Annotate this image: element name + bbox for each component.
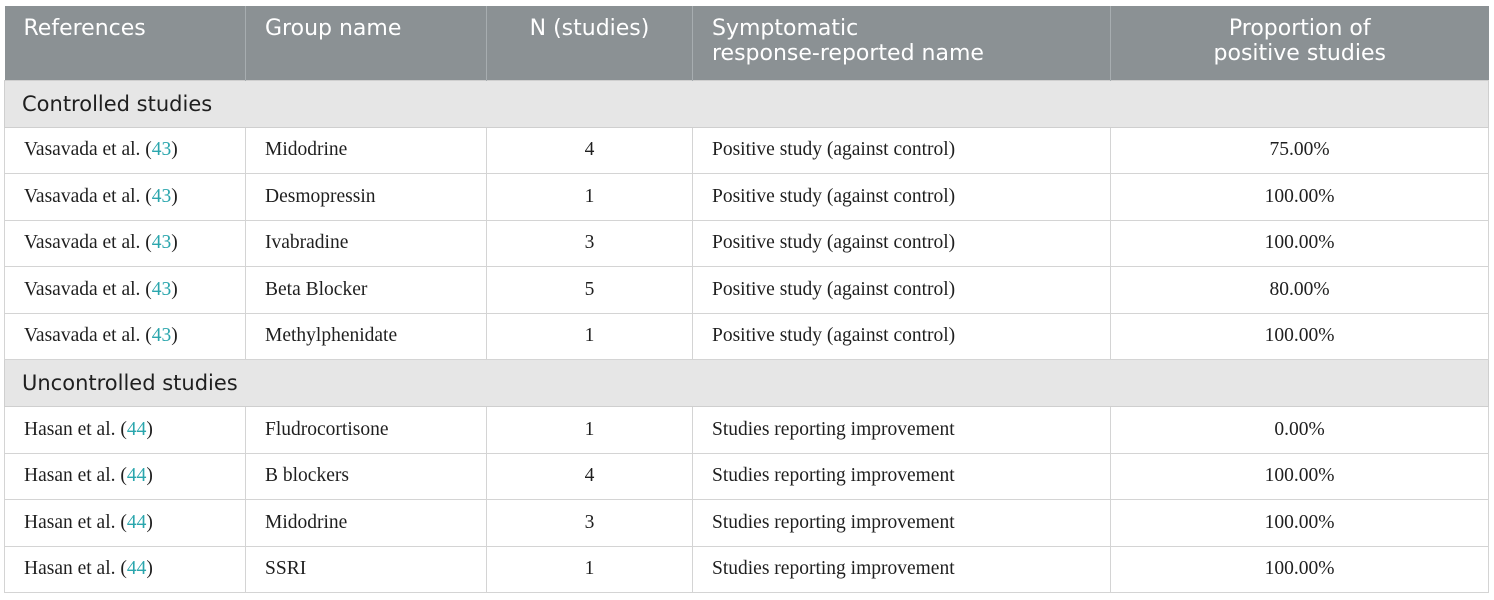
header-proportion-line1: Proportion of [1228, 16, 1371, 41]
group-cell: Beta Blocker [246, 267, 487, 314]
group-cell: Midodrine [246, 127, 487, 174]
reference-cell [5, 500, 246, 547]
response-cell: Positive study (against control) [693, 127, 1111, 174]
n-cell: 4 [487, 453, 693, 500]
n-cell: 1 [487, 546, 693, 593]
n-cell: 1 [487, 407, 693, 454]
proportion-cell: 100.00% [1111, 546, 1489, 593]
reference-close: ) [171, 139, 178, 161]
header-proportion [1111, 6, 1489, 80]
reference-cell [5, 267, 246, 314]
citation-link[interactable]: 43 [151, 325, 172, 347]
table-row [5, 500, 1489, 547]
reference-author: Vasavada et al. ( [24, 232, 152, 254]
section-row [5, 360, 1489, 407]
section-title: Controlled studies [5, 80, 1489, 127]
reference-cell [5, 407, 246, 454]
citation-link[interactable]: 44 [126, 511, 147, 533]
table-row [5, 220, 1489, 267]
response-cell: Studies reporting improvement [693, 500, 1111, 547]
citation-link[interactable]: 43 [151, 185, 172, 207]
n-cell: 5 [487, 267, 693, 314]
reference-author: Vasavada et al. ( [24, 278, 152, 300]
header-response-line1: Symptomatic [712, 16, 859, 41]
citation-link[interactable]: 44 [126, 418, 147, 440]
proportion-cell: 75.00% [1111, 127, 1489, 174]
header-response-line2: response-reported name [712, 41, 984, 66]
response-cell: Positive study (against control) [693, 220, 1111, 267]
table-row [5, 407, 1489, 454]
header-row [5, 6, 1489, 80]
reference-close: ) [146, 465, 153, 487]
group-cell: Midodrine [246, 500, 487, 547]
section-row [5, 80, 1489, 127]
citation-link[interactable]: 44 [126, 558, 147, 580]
reference-author: Hasan et al. ( [24, 558, 127, 580]
proportion-cell: 80.00% [1111, 267, 1489, 314]
reference-author: Hasan et al. ( [24, 465, 127, 487]
table-row [5, 127, 1489, 174]
reference-cell [5, 313, 246, 360]
reference-close: ) [171, 325, 178, 347]
response-cell: Studies reporting improvement [693, 453, 1111, 500]
n-cell: 3 [487, 220, 693, 267]
proportion-cell: 100.00% [1111, 453, 1489, 500]
reference-cell [5, 546, 246, 593]
response-cell: Studies reporting improvement [693, 407, 1111, 454]
n-cell: 4 [487, 127, 693, 174]
table-row [5, 453, 1489, 500]
reference-close: ) [146, 511, 153, 533]
reference-author: Vasavada et al. ( [24, 139, 152, 161]
reference-close: ) [146, 558, 153, 580]
response-cell: Studies reporting improvement [693, 546, 1111, 593]
header-references: References [5, 6, 246, 80]
citation-link[interactable]: 43 [151, 139, 172, 161]
reference-cell [5, 174, 246, 221]
reference-author: Vasavada et al. ( [24, 185, 152, 207]
table-row [5, 313, 1489, 360]
header-response-name [693, 6, 1111, 80]
proportion-cell: 100.00% [1111, 500, 1489, 547]
group-cell: Fludrocortisone [246, 407, 487, 454]
header-proportion-line2: positive studies [1213, 41, 1386, 66]
response-cell: Positive study (against control) [693, 313, 1111, 360]
citation-link[interactable]: 44 [126, 465, 147, 487]
reference-author: Hasan et al. ( [24, 418, 127, 440]
reference-author: Vasavada et al. ( [24, 325, 152, 347]
response-cell: Positive study (against control) [693, 267, 1111, 314]
table-row [5, 546, 1489, 593]
citation-link[interactable]: 43 [151, 232, 172, 254]
group-cell: SSRI [246, 546, 487, 593]
group-cell: Desmopressin [246, 174, 487, 221]
reference-close: ) [146, 418, 153, 440]
header-n-studies: N (studies) [487, 6, 693, 80]
table-row [5, 267, 1489, 314]
n-cell: 1 [487, 313, 693, 360]
header-group-name: Group name [246, 6, 487, 80]
studies-table [4, 6, 1489, 593]
proportion-cell: 100.00% [1111, 313, 1489, 360]
reference-close: ) [171, 232, 178, 254]
response-cell: Positive study (against control) [693, 174, 1111, 221]
table-row [5, 174, 1489, 221]
group-cell: Ivabradine [246, 220, 487, 267]
proportion-cell: 100.00% [1111, 220, 1489, 267]
n-cell: 3 [487, 500, 693, 547]
group-cell: B blockers [246, 453, 487, 500]
n-cell: 1 [487, 174, 693, 221]
proportion-cell: 100.00% [1111, 174, 1489, 221]
section-title: Uncontrolled studies [5, 360, 1489, 407]
citation-link[interactable]: 43 [151, 278, 172, 300]
reference-cell [5, 220, 246, 267]
reference-close: ) [171, 185, 178, 207]
group-cell: Methylphenidate [246, 313, 487, 360]
reference-author: Hasan et al. ( [24, 511, 127, 533]
proportion-cell: 0.00% [1111, 407, 1489, 454]
reference-close: ) [171, 278, 178, 300]
reference-cell [5, 127, 246, 174]
reference-cell [5, 453, 246, 500]
